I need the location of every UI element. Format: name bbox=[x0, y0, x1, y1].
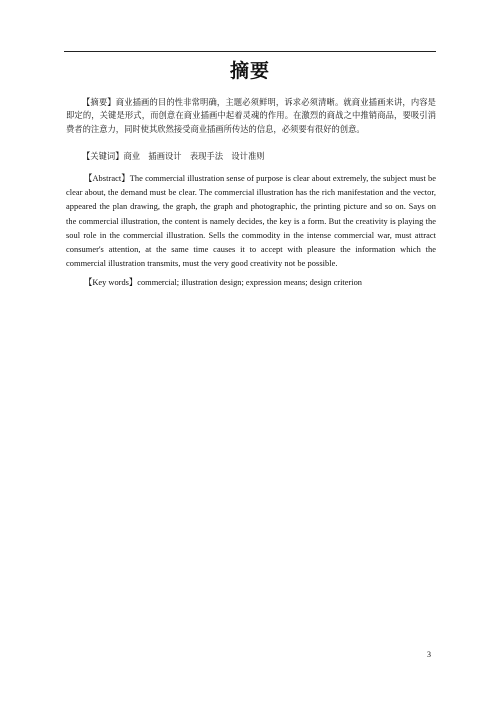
english-keywords-label: 【Key words】 bbox=[84, 278, 138, 287]
chinese-abstract bbox=[66, 96, 436, 136]
page-title: 摘要 bbox=[229, 60, 270, 82]
english-abstract-label: 【Abstract】 bbox=[84, 174, 130, 183]
english-keywords-text: commercial; illustration design; expression means; design criterion bbox=[137, 278, 362, 287]
header-rule bbox=[64, 51, 436, 52]
page-number: 3 bbox=[427, 650, 431, 659]
chinese-keywords-text: 商业 插画设计 表现手法 设计准则 bbox=[123, 151, 265, 161]
chinese-keywords-label: 【关键词】 bbox=[82, 151, 124, 161]
english-abstract-text: The commercial illustration sense of purpose is clear about extremely, the subject must be clear about, the demand must be clear. The commercial illustration has the rich manifestation and the vector, appeared the plan drawing, the graph, the graph and photographic, the printing picture and so on. Says on the commercial illustration, the content is namely decides, the key is a form. But the creativity is playing the soul role in the commercial illustration. Sells the commodity in the intense commercial war, must attract consumer's attention, at the same time causes it to accept with pleasure the information which the commercial illustration transmits, must the very good creativity not be possible. bbox=[66, 174, 437, 269]
chinese-keywords bbox=[66, 150, 436, 163]
english-keywords bbox=[66, 276, 436, 290]
chinese-abstract-text: 商业插画的目的性非常明确，主题必须鲜明，诉求必须清晰。就商业插画来讲，内容是即定的，关键是形式，而创意在商业插画中起着灵魂的作用。在激烈的商战之中推销商品，要吸引消费者的注意力，同时使其欣然接受商业插画所传达的信息，必须要有很好的创意。 bbox=[66, 97, 436, 134]
english-abstract bbox=[66, 172, 436, 271]
chinese-abstract-label: 【摘要】 bbox=[82, 97, 116, 107]
